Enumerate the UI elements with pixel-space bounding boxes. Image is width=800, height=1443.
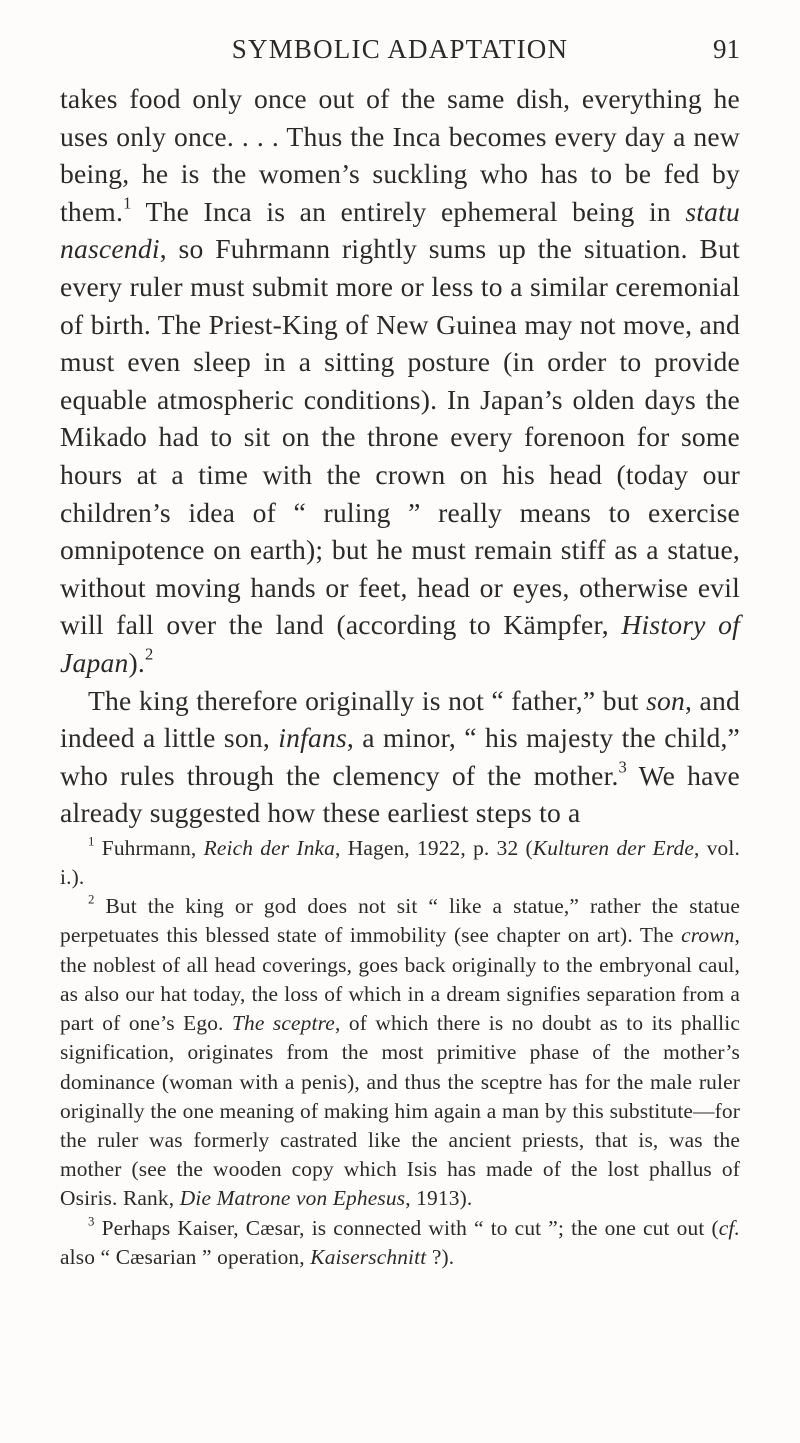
footnote-mark: 2: [88, 892, 95, 907]
text-run: The Inca is an entirely ephemeral being in: [131, 195, 686, 227]
italic-title: History of Japan: [60, 609, 740, 678]
footnote-2: [60, 892, 740, 1213]
footnote-3: [60, 1214, 740, 1272]
text-run: Fuhrmann,: [94, 835, 204, 860]
text-run: , of which there is no doubt as to its phallic signification, originates from the most primitive phase of the mother’s dominance (woman with a penis), and thus the sceptre has for the male ruler originally the one meaning of making him again a man by this substitute—for the ruler was formerly castrated like the ancient priests, that is, was the mother (see the wooden copy which Isis has made of the lost phallus of Osiris. Rank,: [60, 1011, 740, 1211]
footnote-ref-3: 3: [618, 757, 628, 777]
footnote-ref-1: 1: [123, 193, 132, 213]
running-head: [60, 0, 740, 80]
italic-term: crown: [681, 923, 735, 948]
text-run: We have already suggested how these earliest steps to a: [60, 759, 740, 829]
text-run: , vol. i.).: [60, 835, 740, 890]
paragraph-2: [60, 682, 740, 832]
text-run: takes food only once out of the same dish, everything he uses only once. . . . Thus the Inca becomes every day a new being, he is the women’s suckling who has to be fed by them.: [60, 83, 740, 227]
text-run: ).: [128, 646, 145, 678]
italic-term: cf.: [718, 1215, 740, 1240]
main-text: [60, 80, 740, 832]
footnote-ref-2: 2: [144, 644, 154, 664]
italic-title: Kulturen der Erde: [532, 835, 695, 860]
footnote-mark: 3: [88, 1213, 95, 1228]
paragraph-1: [60, 83, 740, 678]
italic-term: son: [646, 684, 685, 716]
text-run: , so Fuhrmann rightly sums up the situation. But every ruler must submit more or less to a similar ceremonial of birth. The Priest-King of New Guinea may not move, and must even sleep in a sitting posture (in order to provide equable atmospheric conditions). In Japan’s olden days the Mikado had to sit on the throne every forenoon for some hours at a time with the crown on his head (today our children’s idea of “ ruling ” really means to exercise omnipotence on earth); but he must remain stiff as a statue, without moving hands or feet, head or eyes, otherwise evil will fall over the land (according to Kämpfer,: [60, 233, 740, 641]
italic-title: Die Matrone von Ephesus: [179, 1186, 406, 1211]
text-run: But the king or god does not sit “ like a statue,” rather the statue perpetuates this blessed state of immobility (see chapter on art). The: [60, 894, 740, 948]
text-run: Perhaps Kaiser, Cæsar, is connected with “ to cut ”; the one cut out (: [94, 1215, 719, 1240]
footnote-1: [60, 834, 740, 892]
italic-term: statu nascendi: [60, 195, 740, 265]
italic-term: Kaiserschnitt: [310, 1244, 427, 1269]
footnotes: [60, 834, 740, 1272]
italic-title: Reich der Inka: [203, 835, 336, 860]
text-run: ?).: [426, 1244, 455, 1269]
running-title: SYMBOLIC ADAPTATION: [231, 34, 569, 64]
text-run: The king therefore originally is not “ father,” but: [88, 684, 647, 716]
text-run: , and indeed a little son,: [60, 684, 740, 754]
text-run: , Hagen, 1922, p. 32 (: [335, 835, 533, 860]
footnote-mark: 1: [88, 834, 95, 849]
italic-term: The sceptre: [231, 1011, 335, 1036]
italic-term: infans: [278, 722, 347, 754]
text-run: also “ Cæsarian ” operation,: [60, 1244, 311, 1269]
page-number: 91: [713, 34, 740, 64]
text-run: , 1913).: [405, 1186, 473, 1211]
book-page: [60, 0, 740, 1272]
text-run: , the noblest of all head coverings, goes back originally to the embryonal caul, as also our hat today, the loss of which in a dream signifies separation from a part of one’s Ego.: [60, 923, 740, 1036]
text-run: , a minor, “ his majesty the child,” who rules through the clemency of the mother.: [60, 722, 740, 791]
